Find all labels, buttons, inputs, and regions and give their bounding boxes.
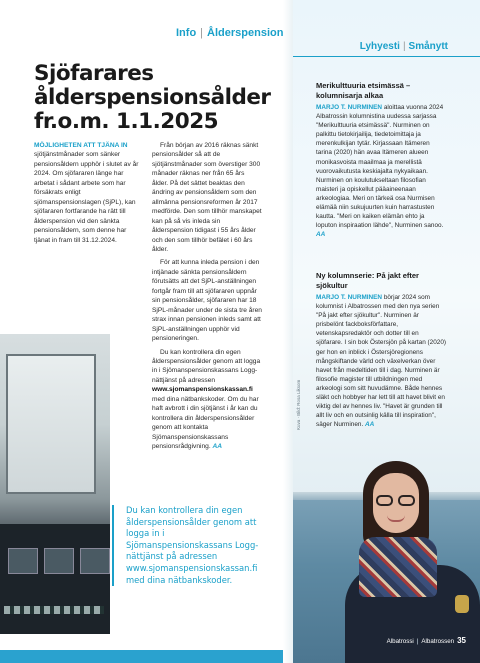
section-header	[360, 41, 448, 52]
photo-screen	[80, 548, 110, 574]
photo-console	[0, 524, 110, 634]
end-mark: AA	[316, 231, 326, 239]
header-separator: |	[402, 41, 406, 52]
news-item-swedish	[316, 271, 446, 429]
right-page	[293, 0, 480, 663]
paragraph: Från början av 2016 räknas sänkt pensionsålder så att de sjötjänstmånader som överstiger 300 månader räknas ner från 65 års ålder. På det sättet beaktas den ändring av pensionsåldern som den allmänna pensionsreformen år 2017 medförde. Den som tillhör manskapet kan på så vis inleda sin ålderspension tidigast i 55 års ålder och den som tillhör befälet i 60 års ålder.	[152, 142, 262, 253]
news-title: Merikulttuuria etsimässä –kolumnisarja alkaa	[316, 81, 411, 100]
portrait-photo	[345, 455, 480, 663]
news-body	[316, 293, 446, 429]
lead-paragraph	[34, 141, 140, 245]
news-item-finnish	[316, 81, 446, 239]
paragraph	[152, 348, 262, 452]
article-title: Sjöfarares ålderspensionsålder fr.o.m. 1.1.2025	[34, 61, 271, 134]
byline: MARJO T. NURMINEN	[316, 294, 383, 301]
photo-window	[6, 354, 96, 494]
paragraph-text: sjötjänstmånader som sänker pensionsåldern upphör i slutet av år 2024. Om sjöfararen länge har arbetat i sådant arbete som har försäkrats enligt sjömanspensionslagen (SjPL), kan sjöfararen fortfarande ha rätt till ålderspension vid den sänkta pensionsåldern, som denne har tjänat in fram till 31.12.2024.	[34, 151, 139, 244]
header-rule	[293, 56, 480, 57]
glasses-icon	[376, 495, 393, 506]
photo-screen	[8, 548, 38, 574]
news-body	[316, 103, 446, 239]
bottom-band	[0, 650, 283, 663]
page-gutter	[283, 0, 293, 663]
news-text: börjar 2024 som kolumnist i Albatrossen med den nya serien "På jakt efter sjökultur". Nurminen är prisbelönt fackboksförfattare, vetenskapsredaktör och dotter till en sjöfarare. I sin bok Östersjön på kartan (2020) ger hon en inblick i Östersjöregionens mångskiftande värld och växelverkan över havet från medeltiden till i dag. Nurminen är filosofie magister till utbildningen med arkeologi som sitt huvudämne. Både hennes släkt och hobbyer har lett till att havet blivit en viktig del av hennes liv. "Havet är grunden till allt liv och en outsinlig källa till inspiration", säger Nurminen.	[316, 294, 447, 429]
paragraph-text: med dina nätbankskoder. Om du har haft avbrott i din sjötjänst i år kan du kontrollera din ålderspensionsålder genom att kontakta Sjömanspensionskassans pensionsrådgivning.	[152, 395, 259, 451]
page-number: 35	[457, 636, 466, 645]
lead-caps: MÖJLIGHETEN ATT TJÄNA IN	[34, 142, 128, 149]
subsection-label: Smånytt	[408, 41, 448, 52]
paragraph: För att kunna inleda pension i den intjänade sänkta pensionsåldern förutsätts att det SjPL-anställningen fortgår fram till att sjöfararen uppnår sin pensionsålder, sjöfararen har 18 SjPL-månader under de sista tre åren strax innan pensionen inleds samt att SjPL-anställningen upphör vid pensioneringen.	[152, 259, 262, 343]
glasses-icon	[398, 495, 415, 506]
section-label: Lyhyesti	[359, 41, 400, 52]
web-address: www.sjomanspensionskassan.fi	[152, 386, 253, 394]
photo-button-row	[4, 606, 104, 614]
magazine-name: Albatrossi	[386, 638, 414, 645]
end-mark: AA	[365, 421, 375, 429]
header-separator: |	[200, 27, 204, 39]
text-column-1	[34, 141, 140, 245]
text-column-2	[152, 141, 262, 452]
paragraph-text: Du kan kontrollera din egen ålderspensionsålder genom att logga in i Sjömanspensionskassans Logg-nättjänst på adressen	[152, 348, 261, 384]
byline: MARJO T. NURMINEN	[316, 104, 383, 111]
page-footer	[387, 636, 466, 645]
photo-credit: Kuva · Bild: Rosa Liksom	[296, 379, 301, 430]
section-label: Info	[176, 27, 197, 39]
news-text: aloittaa vuonna 2024 Albatrossin kolumnistina uudessa sarjassa "Merikulttuuria etsimässä". Nurminen on palkittu tietokirjailija, tiedetoimittaja ja merenkulkijan tytär. Kirjassaan Itämeren tarina (2020) hän avaa Itämeren alueen monikasvoista maailmaa ja merellistä vuorovaikutusta keskiajalta nykyaikaan. Nurminen on koulutukseltaan filosofian maisteri ja opiskellut pääaineenaan arkeologiaa. Meri on tärkeä osa Nurmisen elämää niin sukujuurten kuin harrastusten kautta. "Meri on kaiken elämän ehto ja loputon inspiraation lähde", Nurminen sanoo.	[316, 104, 444, 230]
subsection-label: Ålderspension	[207, 27, 283, 39]
photo-screen	[44, 548, 74, 574]
end-mark: AA	[212, 443, 223, 451]
news-title: Ny kolumnserie: På jakt efter sjökultur	[316, 271, 419, 290]
pull-quote: Du kan kontrollera din egen ålderspensionsålder genom att logga in i Sjömanspensionskassans Logg-nättjänst på adressen www.sjomanspensionskassan.fi med dina nätbankskoder.	[112, 505, 272, 586]
footer-separator: |	[416, 638, 419, 645]
magazine-name-swedish: Albatrossen	[421, 638, 455, 645]
section-header	[176, 27, 283, 39]
portrait-scarf	[359, 537, 437, 597]
bridge-photo	[0, 334, 110, 634]
jacket-badge	[455, 595, 469, 613]
